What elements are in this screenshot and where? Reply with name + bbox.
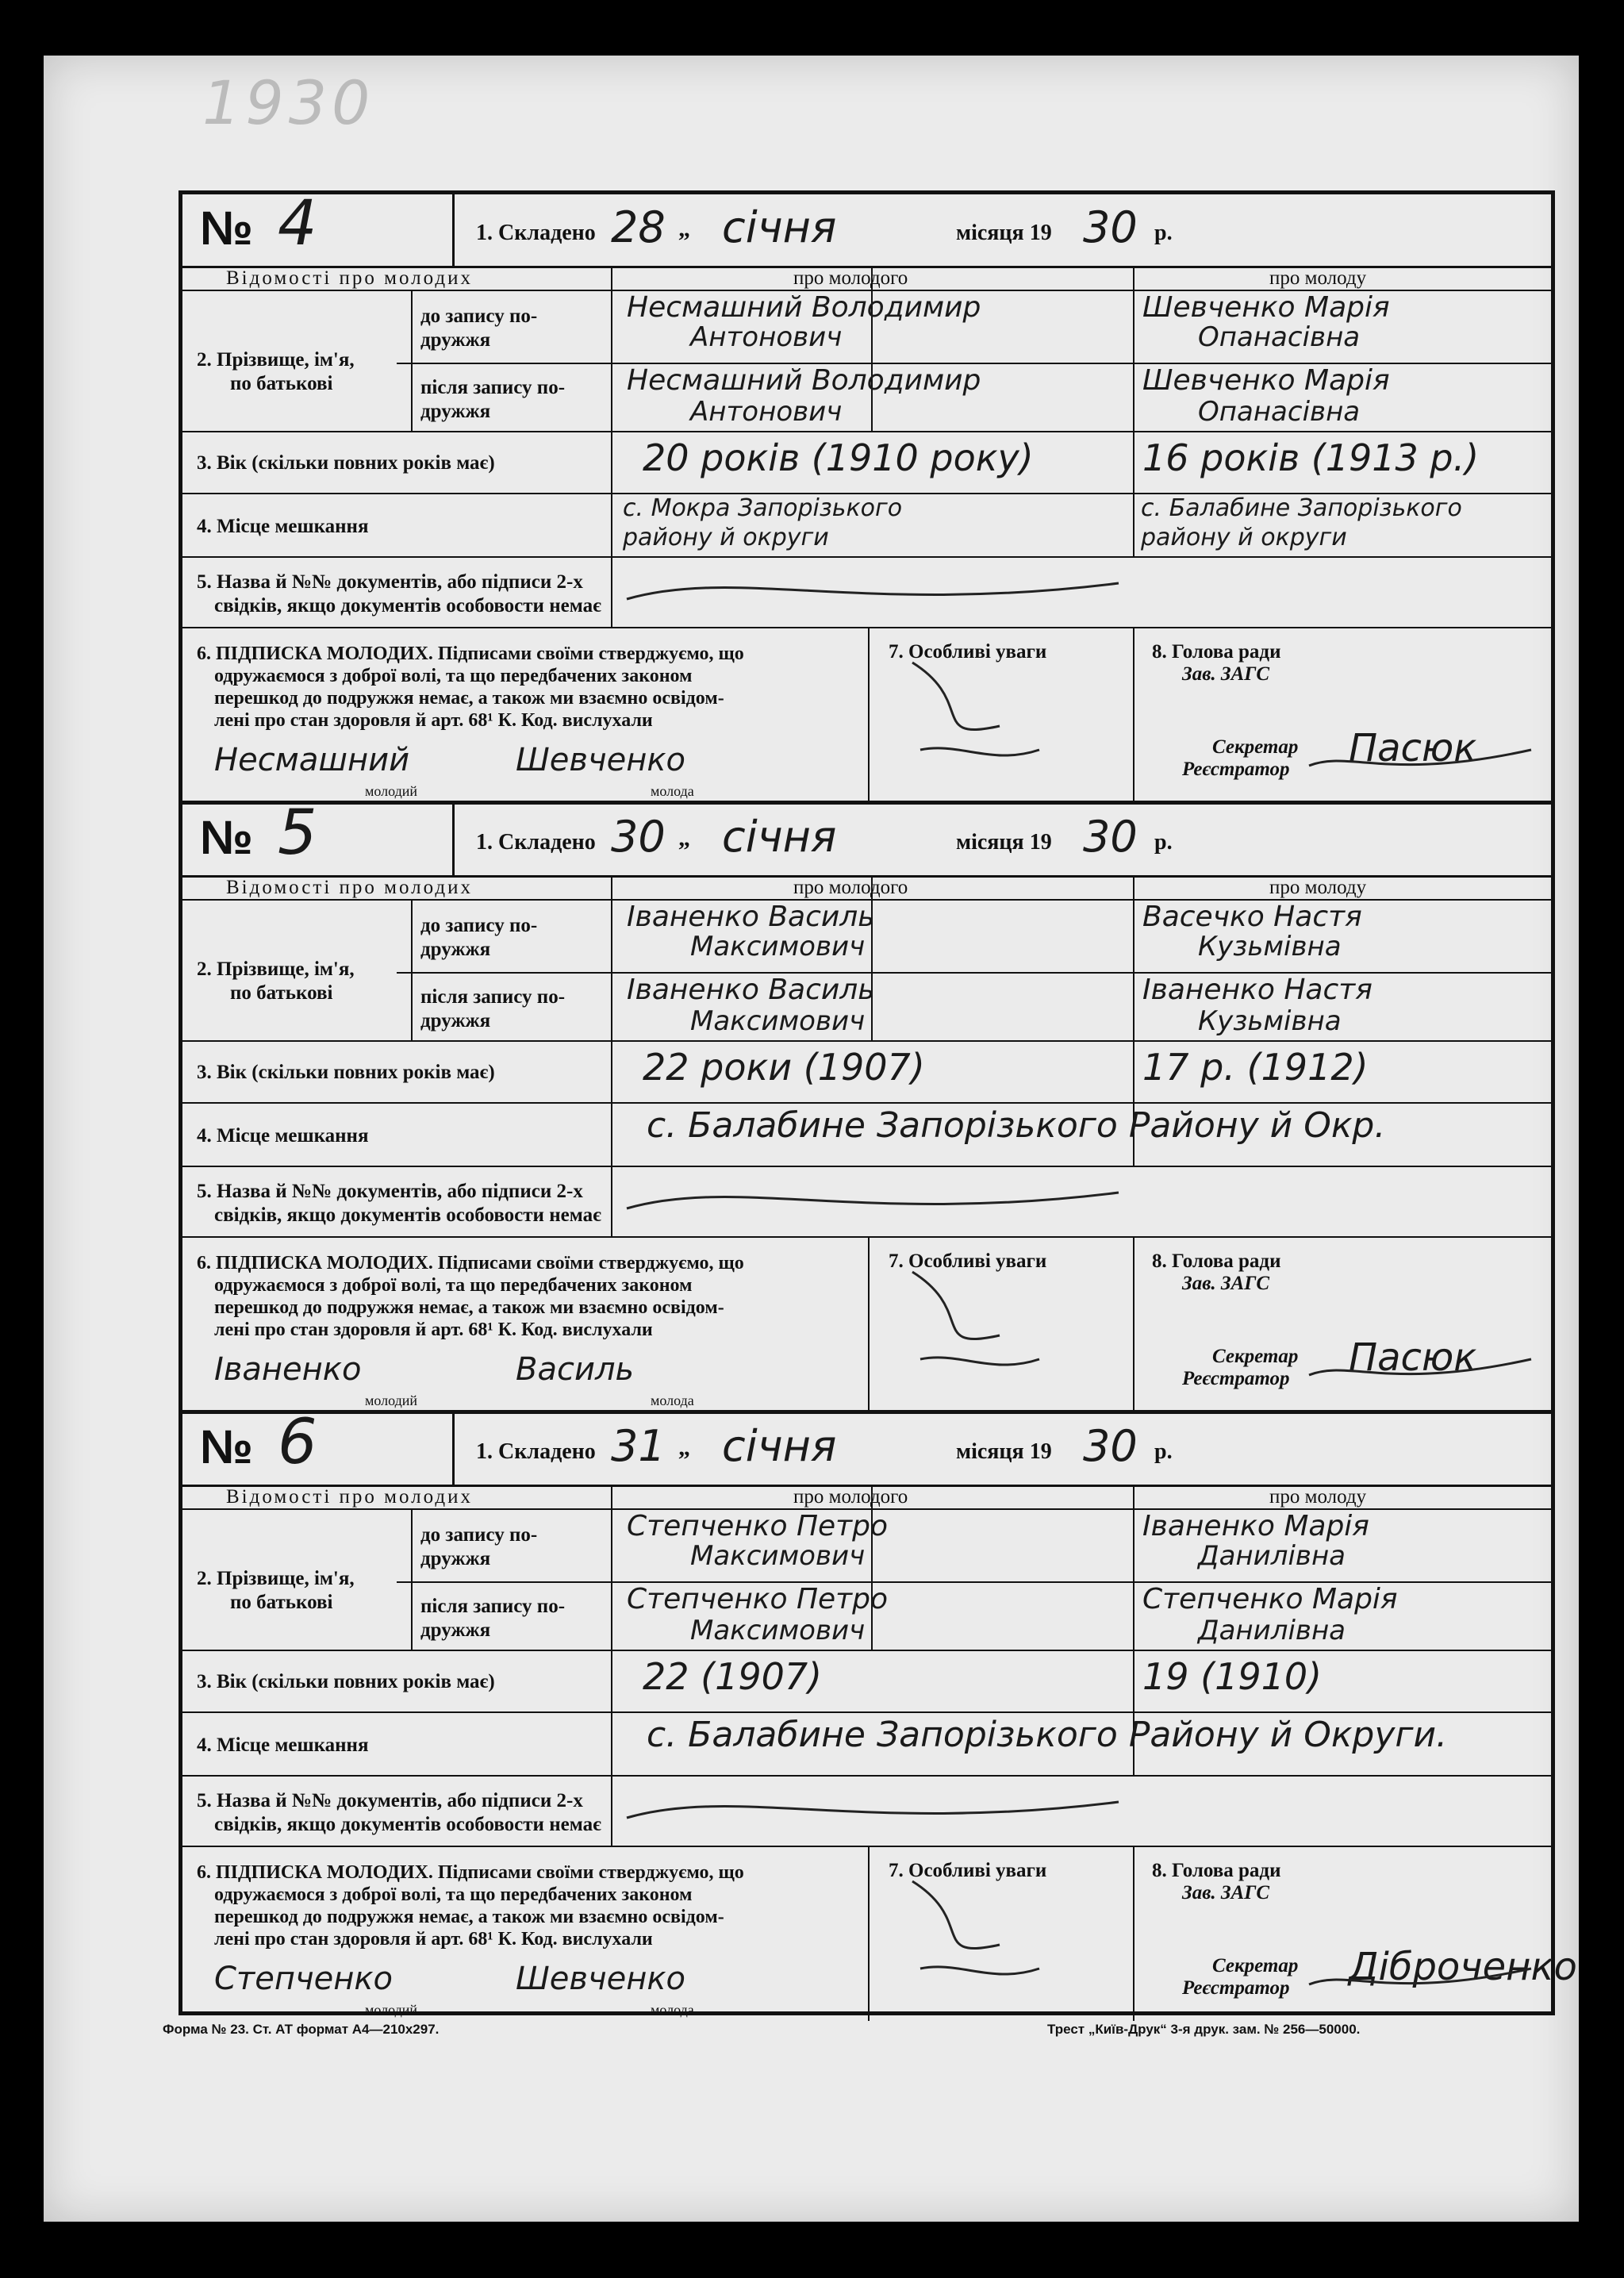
groom-age: 22 роки (1907)	[643, 1046, 925, 1089]
registrar-label: Реєстратор	[1182, 1368, 1290, 1389]
bride-signature: Василь	[516, 1351, 635, 1388]
bride-name-before-1: Шевченко Марія	[1142, 291, 1390, 324]
groom-name-before-1: Іваненко Василь	[627, 901, 875, 933]
ink-stroke	[627, 583, 1119, 599]
number-sign: №	[200, 811, 253, 864]
after-label-line1: після запису по-	[420, 986, 566, 1008]
groom-age: 22 (1907)	[643, 1655, 823, 1698]
record-month: січня	[722, 202, 837, 252]
month-label: місяця 19	[956, 830, 1052, 855]
before-label-line1: до запису по-	[420, 305, 538, 327]
record-day: 30	[611, 812, 666, 862]
quote-mark: „	[678, 1435, 690, 1461]
number-sign: №	[200, 1420, 253, 1473]
bride-signature: Шевченко	[516, 1961, 685, 1997]
footer-right: Трест „Київ-Друк“ 3-я друк. зам. № 256—50000.	[1047, 2022, 1361, 2037]
bride-signature-caption: молода	[651, 2002, 694, 2018]
ink-stroke	[912, 1272, 1039, 1365]
bride-name-after-2: Кузьмівна	[1198, 1005, 1342, 1037]
groom-name-before-1: Степченко Петро	[627, 1510, 889, 1542]
rule-line	[182, 801, 1551, 805]
rule-line	[182, 1102, 1551, 1104]
groom-name-before-2: Максимович	[690, 1540, 866, 1572]
subscription-line1: 6. ПІДПИСКА МОЛОДИХ. Підписами своїми стверджуємо, що	[197, 643, 744, 664]
groom-header: про молодого	[793, 267, 908, 289]
rule-line	[397, 972, 1551, 974]
record-year: 30	[1083, 1421, 1138, 1471]
rule-line	[182, 627, 1551, 628]
record-month: січня	[722, 812, 837, 862]
quote-mark: „	[678, 825, 690, 851]
subscription-line2: одружаємося з доброї волі, та що передбачених законом	[214, 1275, 693, 1296]
bride-name-before-2: Опанасівна	[1198, 321, 1361, 353]
age-label: 3. Вік (скільки повних років має)	[197, 452, 495, 474]
before-label-line1: до запису по-	[420, 915, 538, 936]
subscription-line4: лені про стан здоровля й арт. 68¹ К. Код. вислухали	[214, 1320, 653, 1340]
bride-name-after-2: Данилівна	[1198, 1615, 1346, 1646]
groom-signature-caption: молодий	[365, 1393, 418, 1408]
residence-label: 4. Місце мешкання	[197, 1734, 369, 1756]
record-day: 28	[611, 202, 666, 252]
quote-mark: „	[678, 216, 690, 242]
after-label-line1: після запису по-	[420, 1596, 566, 1617]
rule-line	[452, 194, 455, 266]
subscription-line2: одружаємося з доброї волі, та що передбачених законом	[214, 1884, 693, 1905]
record-day: 31	[611, 1421, 666, 1471]
rule-line	[611, 266, 612, 628]
special-remarks-label: 7. Особливі уваги	[889, 1250, 1047, 1272]
before-label-line2: дружжя	[420, 329, 491, 351]
name-label-line2: по батькові	[230, 373, 333, 394]
rule-line	[182, 1846, 1551, 1847]
groom-name-after-1: Степченко Петро	[627, 1583, 889, 1615]
groom-name-before-2: Антонович	[690, 321, 843, 353]
subscription-line3: перешкод до подружжя немає, а також ми взаємно освідом-	[214, 688, 724, 709]
rule-line	[868, 1846, 870, 2021]
record-year: 30	[1083, 812, 1138, 862]
rule-line	[182, 431, 1551, 432]
info-header: Відомості про молодих	[226, 1486, 473, 1508]
docs-label-line1: 5. Назва й №№ документів, або підписи 2-х	[197, 571, 583, 593]
ink-stroke	[627, 1193, 1119, 1208]
after-label-line2: дружжя	[420, 401, 491, 422]
registrar-signature: Пасюк	[1349, 1335, 1477, 1380]
age-label: 3. Вік (скільки повних років має)	[197, 1671, 495, 1692]
subscription-line2: одружаємося з доброї волі, та що передбачених законом	[214, 666, 693, 686]
secretary-label: Секретар	[1212, 1346, 1299, 1367]
bride-name-after-1: Степченко Марія	[1142, 1583, 1398, 1615]
rule-line	[868, 627, 870, 802]
name-label-line2: по батькові	[230, 1592, 333, 1613]
rule-line	[1133, 1236, 1134, 1412]
groom-header: про молодого	[793, 1486, 908, 1508]
ink-stroke	[912, 1881, 1039, 1974]
rule-line	[611, 875, 612, 1237]
docs-label-line1: 5. Назва й №№ документів, або підписи 2-х	[197, 1790, 583, 1811]
groom-signature-caption: молодий	[365, 2002, 418, 2018]
groom-name-after-1: Іваненко Василь	[627, 974, 875, 1006]
record-month: січня	[722, 1421, 837, 1471]
name-label-line1: 2. Прізвище, ім'я,	[197, 958, 355, 980]
ink-stroke	[627, 1802, 1119, 1818]
document-page	[44, 56, 1579, 2222]
groom-name-after-2: Антонович	[690, 396, 843, 428]
bride-name-after-1: Іваненко Настя	[1142, 974, 1373, 1006]
record-1	[182, 188, 1551, 802]
bride-header: про молоду	[1269, 877, 1367, 898]
residence-value: с. Балабине Запорізького Району й Округи.	[647, 1715, 1448, 1755]
year-suffix: р.	[1154, 221, 1173, 245]
after-label-line2: дружжя	[420, 1010, 491, 1031]
residence-value: с. Балабине Запорізького Району й Окр.	[647, 1105, 1386, 1146]
page-number-stamp: 1930	[202, 67, 375, 138]
bride-signature: Шевченко	[516, 742, 685, 778]
docs-label-line2: свідків, якщо документів особовости немає	[214, 1814, 601, 1835]
subscription-line3: перешкод до подружжя немає, а також ми взаємно освідом-	[214, 1907, 724, 1927]
docs-label-line2: свідків, якщо документів особовости немає	[214, 1204, 601, 1226]
month-label: місяця 19	[956, 221, 1052, 245]
before-label-line2: дружжя	[420, 1548, 491, 1569]
name-label-line1: 2. Прізвище, ім'я,	[197, 1568, 355, 1589]
subscription-line1: 6. ПІДПИСКА МОЛОДИХ. Підписами своїми стверджуємо, що	[197, 1862, 744, 1883]
groom-signature: Степченко	[214, 1961, 394, 1997]
groom-header: про молодого	[793, 877, 908, 898]
rule-line	[182, 556, 1551, 558]
rule-line	[411, 290, 413, 431]
zags-label: Зав. ЗАГС	[1182, 1882, 1270, 1903]
rule-line	[1133, 266, 1134, 556]
after-label-line1: після запису по-	[420, 377, 566, 398]
rule-line	[182, 1775, 1551, 1777]
rule-line	[1133, 627, 1134, 802]
head-label: 8. Голова ради	[1152, 1860, 1281, 1881]
record-number: 5	[278, 797, 317, 869]
rule-line	[182, 1650, 1551, 1651]
rule-line	[411, 899, 413, 1040]
subscription-line4: лені про стан здоровля й арт. 68¹ К. Код. вислухали	[214, 710, 653, 731]
subscription-line1: 6. ПІДПИСКА МОЛОДИХ. Підписами своїми стверджуємо, що	[197, 1253, 744, 1273]
record-number: 6	[278, 1407, 317, 1478]
record-3	[182, 1407, 1577, 2021]
subscription-line4: лені про стан здоровля й арт. 68¹ К. Код. вислухали	[214, 1929, 653, 1950]
bride-name-before-1: Іваненко Марія	[1142, 1510, 1369, 1542]
registrar-label: Реєстратор	[1182, 759, 1290, 780]
zags-label: Зав. ЗАГС	[1182, 663, 1270, 685]
rule-line	[868, 1236, 870, 1412]
year-suffix: р.	[1154, 830, 1173, 855]
number-sign: №	[200, 202, 253, 255]
marriage-register-form	[179, 188, 1577, 2018]
groom-signature: Іваненко	[214, 1351, 362, 1388]
rule-line	[411, 1508, 413, 1650]
before-label-line1: до запису по-	[420, 1524, 538, 1546]
bride-name-after-2: Опанасівна	[1198, 396, 1361, 428]
bride-header: про молоду	[1269, 267, 1367, 289]
year-suffix: р.	[1154, 1439, 1173, 1464]
rule-line	[611, 1485, 612, 1846]
secretary-label: Секретар	[1212, 1955, 1299, 1976]
secretary-label: Секретар	[1212, 736, 1299, 758]
bride-signature-caption: молода	[651, 1393, 694, 1408]
rule-line	[452, 804, 455, 875]
docs-label-line1: 5. Назва й №№ документів, або підписи 2-х	[197, 1181, 583, 1202]
rule-line	[182, 1410, 1551, 1414]
head-label: 8. Голова ради	[1152, 1250, 1281, 1272]
groom-name-before-1: Несмашний Володимир	[627, 291, 981, 324]
special-remarks-label: 7. Особливі уваги	[889, 641, 1047, 663]
bride-residence-1: с. Балабине Запорізького	[1141, 494, 1462, 522]
composed-label: 1. Складено	[476, 830, 596, 855]
info-header: Відомості про молодих	[226, 877, 473, 898]
groom-name-after-2: Максимович	[690, 1005, 866, 1037]
bride-residence-2: району й округи	[1141, 524, 1347, 551]
residence-label: 4. Місце мешкання	[197, 516, 369, 537]
record-2	[182, 797, 1551, 1412]
name-label-line1: 2. Прізвище, ім'я,	[197, 349, 355, 371]
ink-stroke	[912, 663, 1039, 755]
info-header: Відомості про молодих	[226, 267, 473, 289]
after-label-line2: дружжя	[420, 1619, 491, 1641]
rule-line	[182, 1040, 1551, 1042]
rule-line	[452, 1413, 455, 1485]
groom-name-after-1: Несмашний Володимир	[627, 364, 981, 397]
special-remarks-label: 7. Особливі уваги	[889, 1860, 1047, 1881]
bride-name-before-2: Кузьмівна	[1198, 931, 1342, 962]
composed-label: 1. Складено	[476, 221, 596, 245]
record-number: 4	[278, 188, 317, 259]
registrar-signature: Пасюк	[1349, 726, 1477, 770]
bride-header: про молоду	[1269, 1486, 1367, 1508]
bride-age: 16 років (1913 р.)	[1142, 436, 1480, 479]
before-label-line2: дружжя	[420, 939, 491, 960]
bride-name-before-2: Данилівна	[1198, 1540, 1346, 1572]
rule-line	[182, 1711, 1551, 1713]
docs-label-line2: свідків, якщо документів особовости немає	[214, 595, 601, 617]
month-label: місяця 19	[956, 1439, 1052, 1464]
groom-name-before-2: Максимович	[690, 931, 866, 962]
bride-name-before-1: Васечко Настя	[1142, 901, 1362, 933]
name-label-line2: по батькові	[230, 982, 333, 1004]
age-label: 3. Вік (скільки повних років має)	[197, 1062, 495, 1083]
footer-left: Форма № 23. Ст. АТ формат А4—210x297.	[163, 2022, 440, 2037]
subscription-line3: перешкод до подружжя немає, а також ми взаємно освідом-	[214, 1297, 724, 1318]
residence-label: 4. Місце мешкання	[197, 1125, 369, 1147]
bride-age: 19 (1910)	[1142, 1655, 1323, 1698]
composed-label: 1. Складено	[476, 1439, 596, 1464]
record-year: 30	[1083, 202, 1138, 252]
groom-residence-1: с. Мокра Запорізького	[623, 494, 903, 522]
groom-age: 20 років (1910 року)	[643, 436, 1034, 479]
zags-label: Зав. ЗАГС	[1182, 1273, 1270, 1294]
registrar-signature: Діброченко	[1349, 1945, 1577, 1989]
groom-signature-caption: молодий	[365, 783, 418, 799]
groom-name-after-2: Максимович	[690, 1615, 866, 1646]
rule-line	[182, 1236, 1551, 1238]
groom-residence-2: району й округи	[623, 524, 829, 551]
registrar-label: Реєстратор	[1182, 1977, 1290, 1999]
bride-age: 17 р. (1912)	[1142, 1046, 1369, 1089]
bride-name-after-1: Шевченко Марія	[1142, 364, 1390, 397]
groom-signature: Несмашний	[214, 742, 410, 778]
rule-line	[182, 1166, 1551, 1167]
bride-signature-caption: молода	[651, 783, 694, 799]
rule-line	[1133, 1846, 1134, 2021]
head-label: 8. Голова ради	[1152, 641, 1281, 663]
